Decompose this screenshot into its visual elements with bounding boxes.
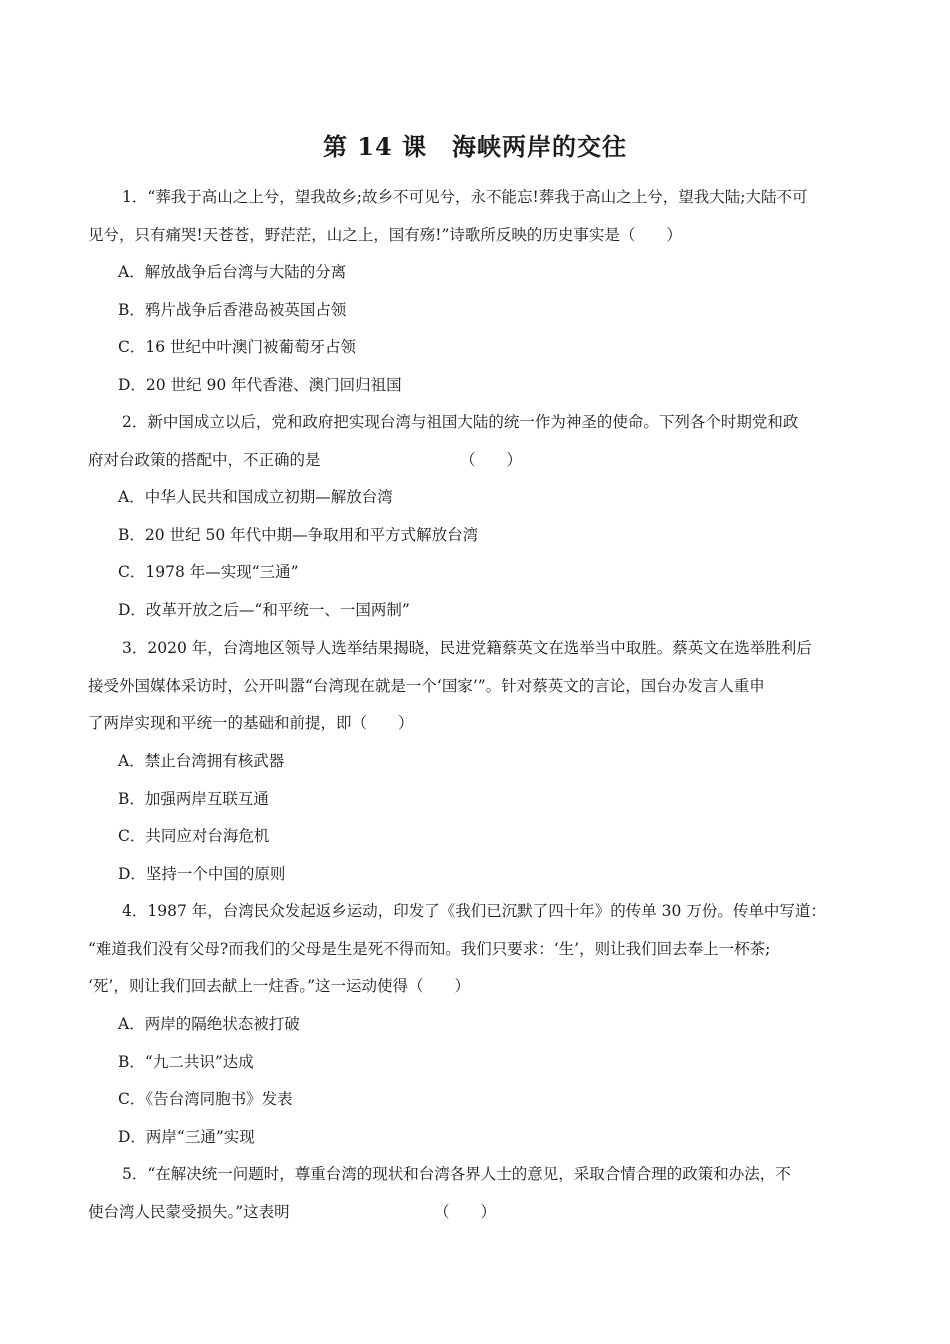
question-3-option-c: C．共同应对台海危机 xyxy=(118,827,270,845)
question-5-answer-blank: （ ） xyxy=(434,1203,497,1221)
question-4-option-b: B．“九二共识”达成 xyxy=(118,1053,254,1071)
question-2-option-c: C．1978 年—实现“三通” xyxy=(118,563,299,581)
question-2-option-a: A．中华人民共和国成立初期—解放台湾 xyxy=(118,488,393,506)
question-4-option-c: C．《告台湾同胞书》发表 xyxy=(118,1090,293,1108)
question-2-answer-blank: （ ） xyxy=(460,451,523,469)
question-4-option-a: A．两岸的隔绝状态被打破 xyxy=(118,1015,300,1033)
question-4-option-d: D．两岸“三通”实现 xyxy=(118,1128,255,1146)
question-3-line-2: 接受外国媒体采访时，公开叫嚣“台湾现在就是一个‘国家’”。针对蔡英文的言论，国台办发言人重申 xyxy=(88,677,765,695)
question-5-line-2: 使台湾人民蒙受损失。”这表明 xyxy=(88,1203,290,1221)
question-1-line-2: 见兮，只有痛哭!天苍苍，野茫茫，山之上，国有殇!”诗歌所反映的历史事实是（ ） xyxy=(88,226,682,244)
question-5-line-1: 5．“在解决统一问题时，尊重台湾的现状和台湾各界人士的意见，采取合情合理的政策和办法，不 xyxy=(122,1165,791,1183)
question-3-option-d: D．坚持一个中国的原则 xyxy=(118,865,286,883)
question-3-line-3: 了两岸实现和平统一的基础和前提，即（ ） xyxy=(88,714,414,732)
question-4-line-1: 4．1987 年，台湾民众发起返乡运动，印发了《我们已沉默了四十年》的传单 30 万份。传单中写道： xyxy=(122,902,826,920)
page-title: 第 14 课 海峡两岸的交往 xyxy=(322,132,628,161)
question-2-option-b: B．20 世纪 50 年代中期—争取用和平方式解放台湾 xyxy=(118,526,479,544)
question-2-line-1: 2．新中国成立以后，党和政府把实现台湾与祖国大陆的统一作为神圣的使命。下列各个时期党和政 xyxy=(122,413,799,431)
question-3-option-b: B．加强两岸互联互通 xyxy=(118,790,269,808)
question-4-line-3: ‘死’，则让我们回去献上一炷香。”这一运动使得（ ） xyxy=(88,977,471,995)
question-3-line-1: 3．2020 年，台湾地区领导人选举结果揭晓，民进党籍蔡英文在选举当中取胜。蔡英文在选举胜利后 xyxy=(122,639,812,657)
question-1-option-b: B．鸦片战争后香港岛被英国占领 xyxy=(118,301,347,319)
question-2-line-2: 府对台政策的搭配中，不正确的是 xyxy=(88,451,321,469)
question-2-option-d: D．改革开放之后—“和平统一、一国两制” xyxy=(118,601,410,619)
question-1-option-c: C．16 世纪中叶澳门被葡萄牙占领 xyxy=(118,338,357,356)
question-1-line-1: 1．“葬我于高山之上兮，望我故乡;故乡不可见兮，永不能忘!葬我于高山之上兮，望我大陆;大陆不可 xyxy=(122,188,808,206)
question-1-option-a: A．解放战争后台湾与大陆的分离 xyxy=(118,263,347,281)
question-1-option-d: D．20 世纪 90 年代香港、澳门回归祖国 xyxy=(118,376,402,394)
question-4-line-2: “难道我们没有父母?而我们的父母是生是死不得而知。我们只要求：‘生’，则让我们回去奉上一杯茶; xyxy=(88,940,771,958)
question-3-option-a: A．禁止台湾拥有核武器 xyxy=(118,752,285,770)
